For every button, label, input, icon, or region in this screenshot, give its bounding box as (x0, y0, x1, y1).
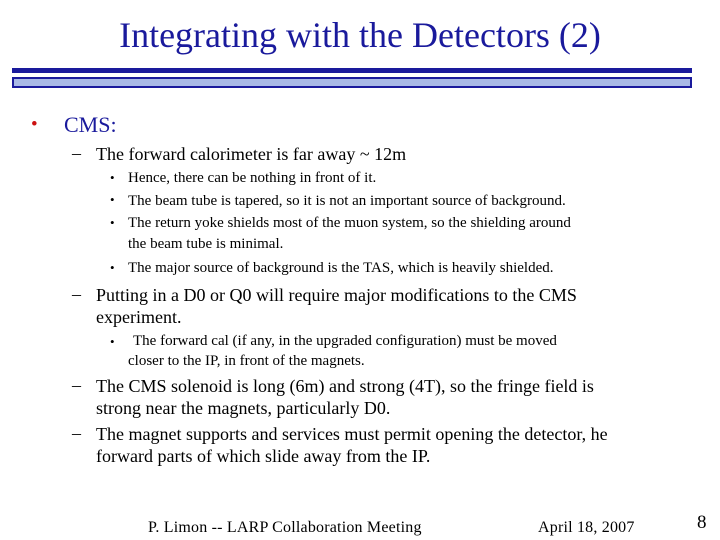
bullet-marker: • (110, 260, 115, 275)
bullet-nothing-in-front: Hence, there can be nothing in front of it. (128, 170, 377, 186)
bullet-return-yoke-line1: The return yoke shields most of the muon system, so the shielding around (128, 215, 571, 231)
footer-date: April 18, 2007 (538, 519, 635, 536)
bullet-marker: • (110, 192, 115, 207)
bullet-d0-q0-line1: Putting in a D0 or Q0 will require major modifications to the CMS (96, 285, 577, 305)
dash-marker: – (72, 375, 81, 395)
bullet-solenoid-line2: strong near the magnets, particularly D0. (96, 398, 391, 418)
page-number: 8 (697, 512, 707, 533)
dash-marker: – (72, 284, 81, 304)
title-rule (12, 68, 692, 73)
bullet-magnet-supports-line1: The magnet supports and services must permit opening the detector, he (96, 424, 608, 444)
slide-title: Integrating with the Detectors (2) (119, 15, 601, 55)
bullet-marker: • (110, 334, 115, 349)
bullet-magnet-supports-line2: forward parts of which slide away from the IP. (96, 446, 431, 466)
bullet-forward-cal-line1: The forward cal (if any, in the upgraded configuration) must be moved (133, 333, 557, 349)
bullet-forward-cal-line2: closer to the IP, in front of the magnets. (128, 353, 365, 369)
bullet-marker: • (31, 114, 38, 135)
bullet-tas-background: The major source of background is the TAS, which is heavily shielded. (128, 260, 554, 276)
bullet-d0-q0-line2: experiment. (96, 307, 182, 327)
bullet-solenoid-line1: The CMS solenoid is long (6m) and strong (4T), so the fringe field is (96, 376, 594, 396)
bullet-cms: CMS: (64, 112, 117, 137)
bullet-marker: • (110, 215, 115, 230)
bullet-return-yoke-line2: the beam tube is minimal. (128, 236, 284, 252)
dash-marker: – (72, 143, 81, 163)
dash-marker: – (72, 423, 81, 443)
bullet-marker: • (110, 170, 115, 185)
footer-presenter: P. Limon -- LARP Collaboration Meeting (148, 519, 422, 536)
title-rule-band (12, 77, 692, 88)
bullet-forward-calorimeter: The forward calorimeter is far away ~ 12m (96, 144, 407, 164)
bullet-beam-tube-tapered: The beam tube is tapered, so it is not an important source of background. (128, 193, 566, 209)
